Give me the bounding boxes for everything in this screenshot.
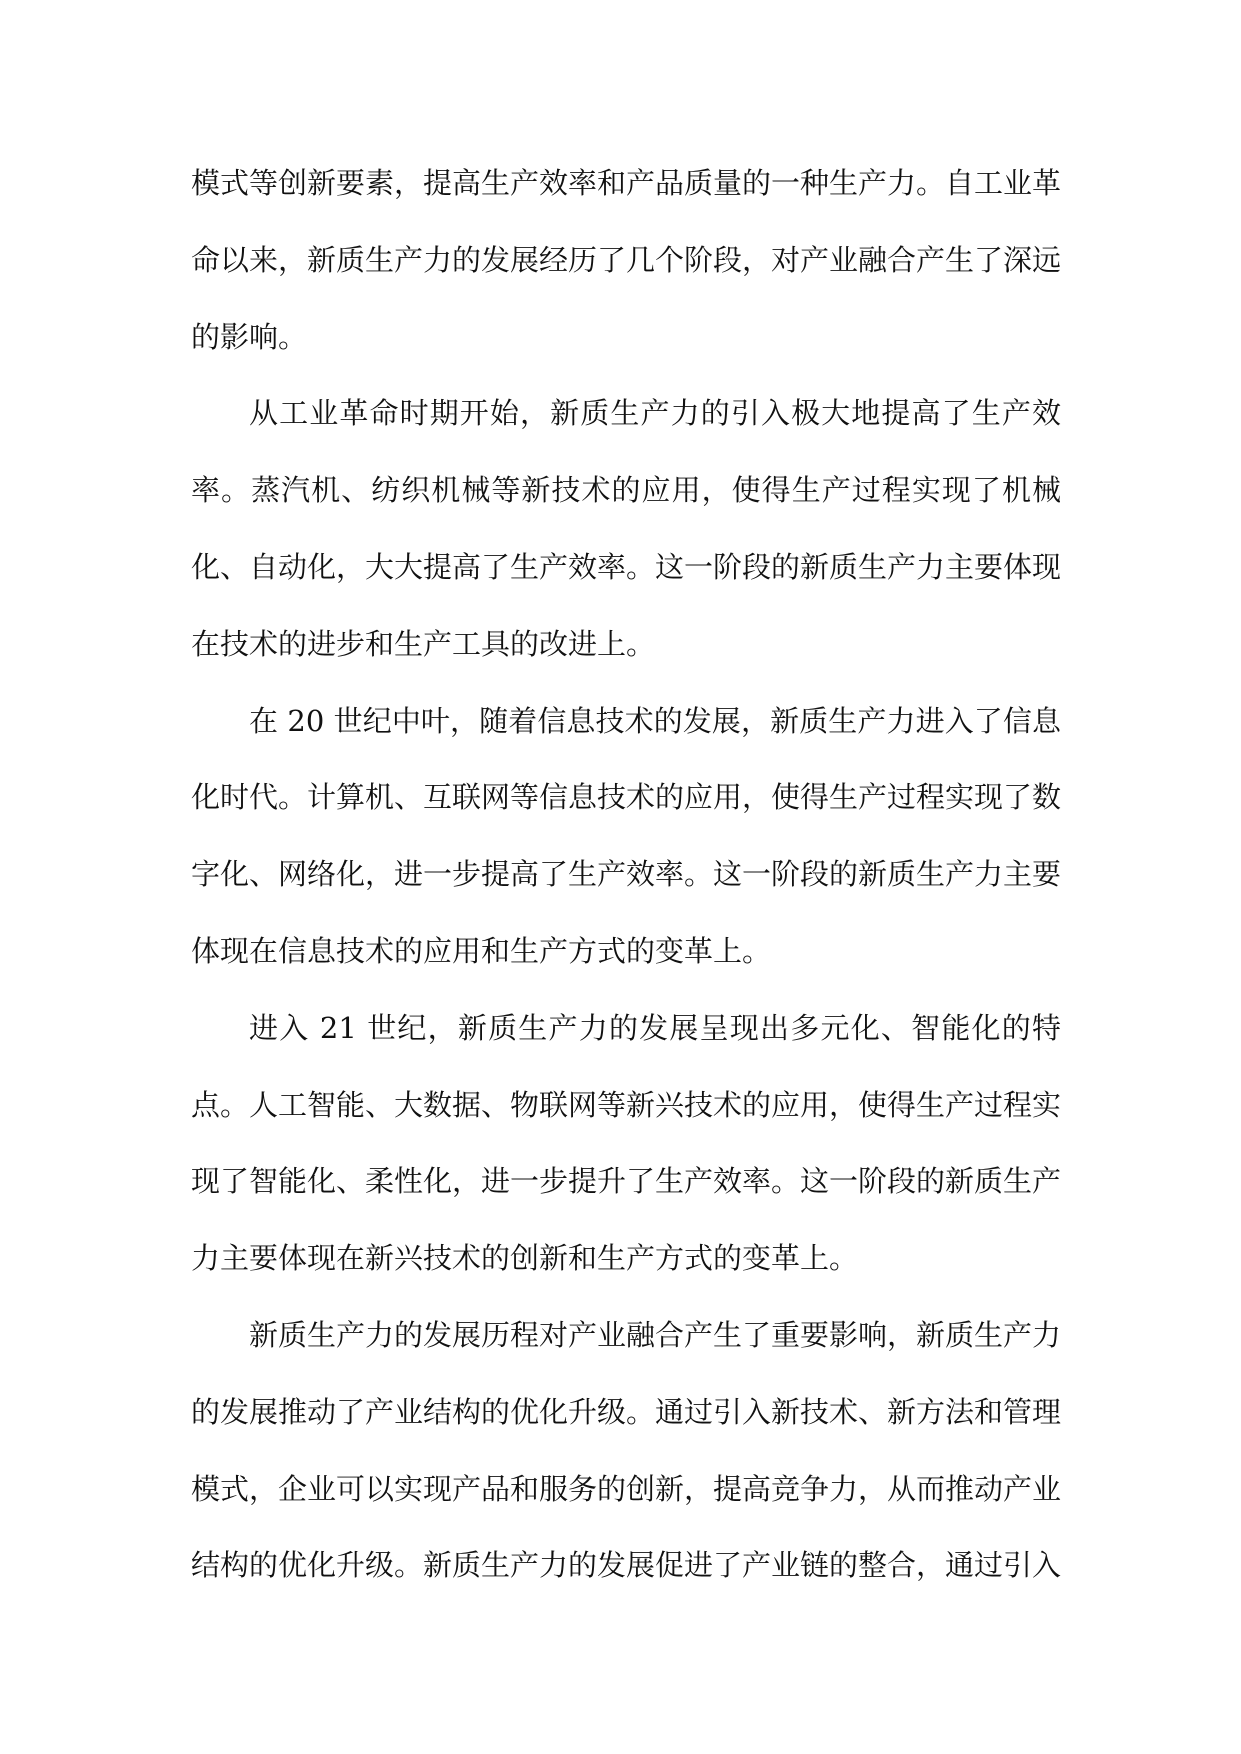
paragraph-2: 从工业革命时期开始，新质生产力的引入极大地提高了生产效率。蒸汽机、纺织机械等新技术的应用，使得生产过程实现了机械化、自动化，大大提高了生产效率。这一阶段的新质生产力主要体现在技术的进步和生产工具的改进上。 — [191, 396, 1062, 661]
paragraph-4: 进入 21 世纪，新质生产力的发展呈现出多元化、智能化的特点。人工智能、大数据、物联网等新兴技术的应用，使得生产过程实现了智能化、柔性化，进一步提升了生产效率。这一阶段的新质生产力主要体现在新兴技术的创新和生产方式的变革上。 — [191, 1010, 1062, 1276]
paragraph-1: 模式等创新要素，提高生产效率和产品质量的一种生产力。自工业革命以来，新质生产力的发展经历了几个阶段，对产业融合产生了深远的影响。 — [191, 166, 1062, 354]
paragraph-5: 新质生产力的发展历程对产业融合产生了重要影响，新质生产力的发展推动了产业结构的优化升级。通过引入新技术、新方法和管理模式，企业可以实现产品和服务的创新，提高竞争力，从而推动产业结构的优化升级。新质生产力的发展促进了产业链的整合，通过引入 — [191, 1317, 1062, 1583]
paragraph-3: 在 20 世纪中叶，随着信息技术的发展，新质生产力进入了信息化时代。计算机、互联网等信息技术的应用，使得生产过程实现了数字化、网络化，进一步提高了生产效率。这一阶段的新质生产力主要体现在信息技术的应用和生产方式的变革上。 — [191, 703, 1062, 968]
document-body — [191, 145, 1061, 1604]
